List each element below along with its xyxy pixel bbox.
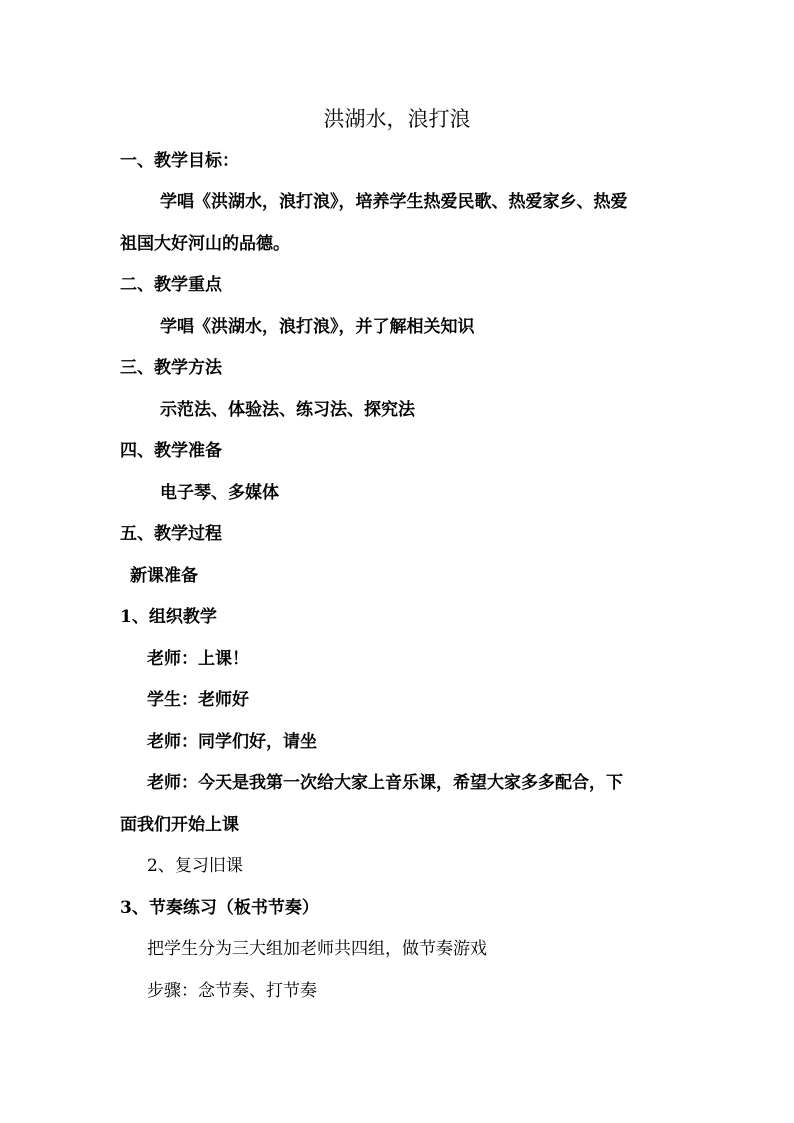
step-1-heading: 1、组织教学 <box>120 607 217 627</box>
heading-objectives: 一、教学目标： <box>120 151 239 171</box>
paragraph-key-points: 学唱《洪湖水，浪打浪》，并了解相关知识 <box>160 317 475 337</box>
heading-key-points: 二、教学重点 <box>120 275 222 295</box>
subheading-new-lesson: 新课准备 <box>130 566 198 586</box>
rhythm-instruction: 把学生分为三大组加老师共四组，做节奏游戏 <box>147 939 487 959</box>
dialogue-line-2: 学生：老师好 <box>147 690 249 710</box>
paragraph-objectives-line-1: 学唱《洪湖水，浪打浪》，培养学生热爱民歌、热爱家乡、热爱 <box>160 192 628 212</box>
dialogue-line-1: 老师：上课！ <box>147 649 249 669</box>
dialogue-line-4b: 面我们开始上课 <box>120 815 239 835</box>
heading-methods: 三、教学方法 <box>120 358 222 378</box>
step-2-heading: 2、复习旧课 <box>147 856 243 876</box>
dialogue-line-4a: 老师：今天是我第一次给大家上音乐课，希望大家多多配合，下 <box>147 773 623 793</box>
step-3-heading: 3、节奏练习（板书节奏） <box>120 898 319 918</box>
dialogue-line-3: 老师：同学们好，请坐 <box>147 732 317 752</box>
rhythm-steps: 步骤：念节奏、打节奏 <box>147 981 317 1001</box>
heading-preparation: 四、教学准备 <box>120 441 222 461</box>
paragraph-preparation: 电子琴、多媒体 <box>160 483 279 503</box>
document-title: 洪湖水，浪打浪 <box>323 107 471 131</box>
heading-process: 五、教学过程 <box>120 524 222 544</box>
paragraph-objectives-line-2: 祖国大好河山的品德。 <box>120 234 290 254</box>
paragraph-methods: 示范法、体验法、练习法、探究法 <box>160 400 415 420</box>
